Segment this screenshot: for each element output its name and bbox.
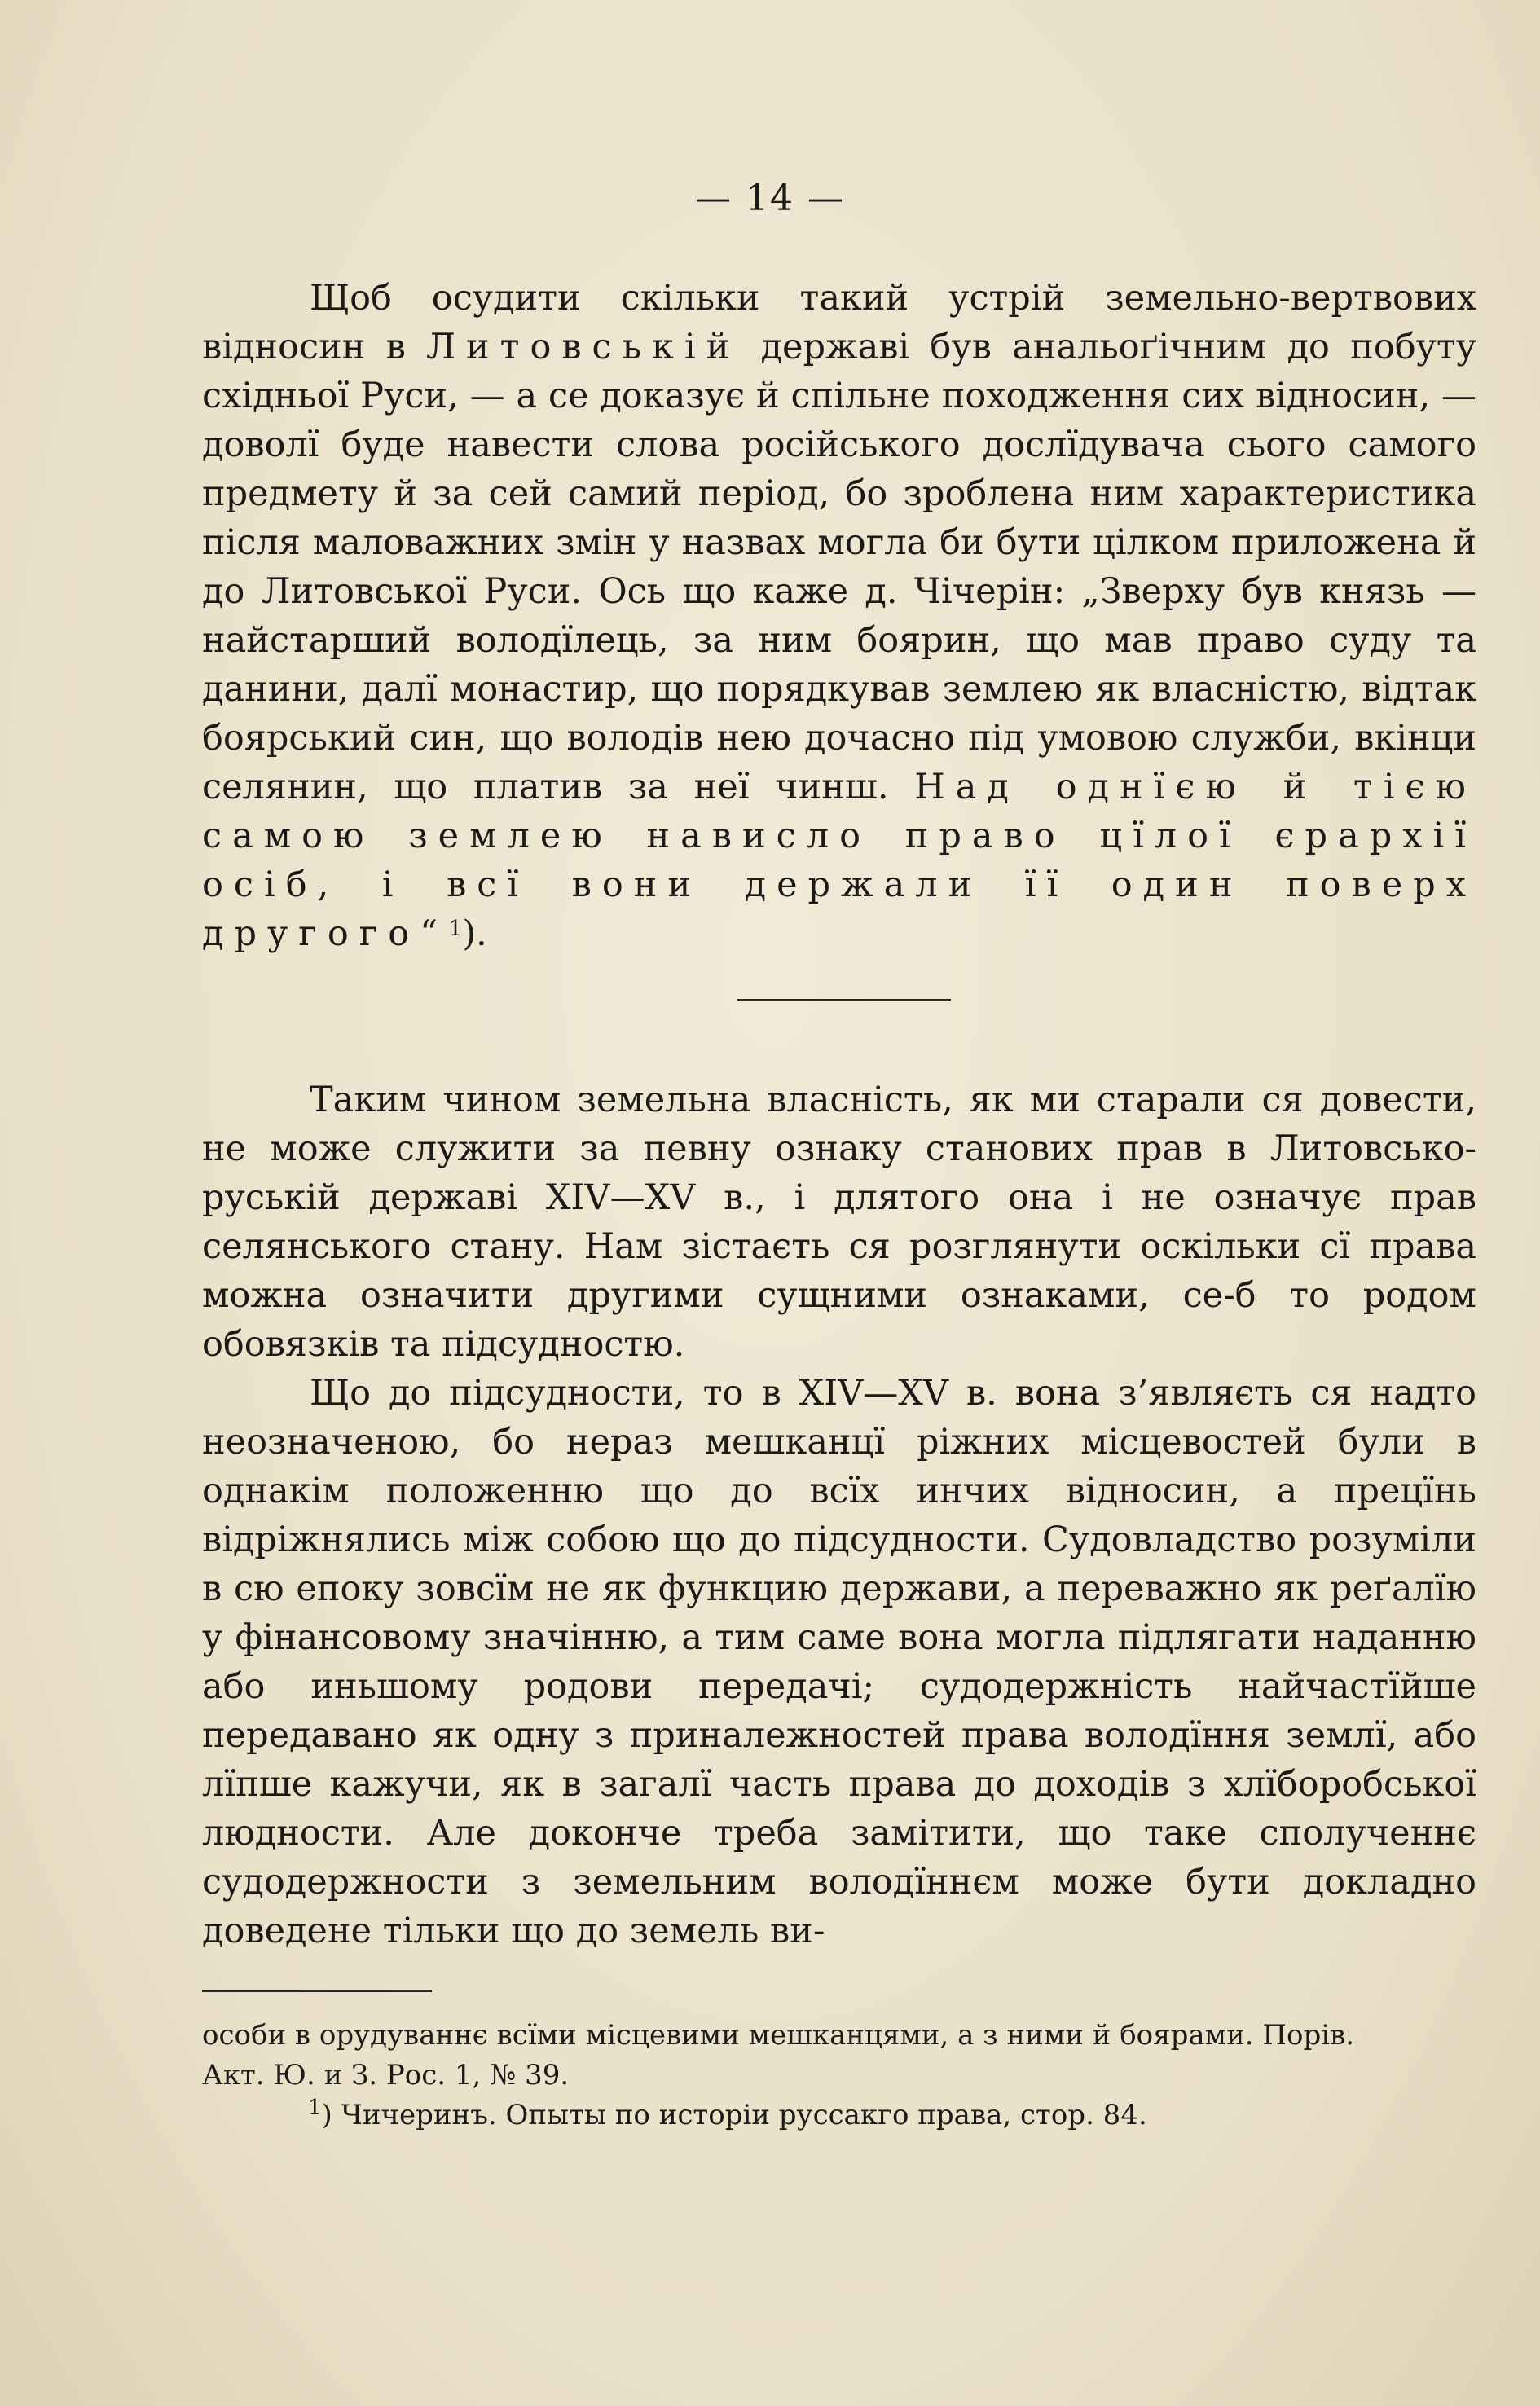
paragraph: [202, 274, 1476, 958]
footnotes: [202, 2016, 1476, 2135]
quote-close: “: [420, 913, 449, 954]
text-run: Щоб осудити скільки такий устрій земельно-вертвових відносин в: [202, 278, 1476, 367]
paragraph: Таким чином земельна власність, як ми старали ся довести, не може служити за певну ознаку станових прав в Литовсько-руській державі XIV—XV в., і длятого она і не означує прав селянського стану. Нам зістаєть ся розглянути оскільки сї права можна означити другими сущними ознаками, се-б то родом обовязків та підсудностю.: [202, 1080, 1476, 1365]
page-number: — 14 —: [695, 178, 845, 219]
footnote-text: ) Чичеринъ. Опыты по исторіи руссакго права, стор. 84.: [321, 2099, 1147, 2131]
text-run: державі був анальоґічним до побуту східньої Руси, — а се доказує й спільне походження сих відносин, — доволї буде навести слова російського дослїдувача сього самого предмету й за сей самий період, бо зроблена ним характеристика після маловажних змін у назвах могла би бути цілком приложена й до Литовської Руси. Ось що каже д. Чічерін: „Зверху був князь — найстарший володїлець, за ним боярин, що мав право суду та данини, далї монастир, що порядкував землею як власністю, відтак боярський син, що володів нею дочасно під умовою служби, вкінци селянин, що платив за неї чинш.: [202, 327, 1477, 807]
spaced-text-run: Литовській: [426, 327, 741, 367]
paragraph: Що до підсудности, то в XIV—XV в. вона з’являєть ся надто неозначеною, бо нераз мешканцї ріжних місцевостей були в однакім положенню що до всїх инчих відносин, а прецїнь відріжнялись між собою що до підсудности. Судовладство розуміли в сю епоку зовсїм не як функцию держави, а переважно як реґалїю у фінансовому значінню, а тим саме вона могла підлягати наданню або иньшому родови передачі; судодержність найчастїйше передавано як одну з приналежностей права володїння землї, або лїпше кажучи, як в загалї часть права до доходів з хлїборобської людности. Але доконче треба замітити, що таке сполученнє судодержности з земельним володїннєм може бути докладно доведене тільки що до земель ви-: [202, 1373, 1476, 1951]
footnote-rule: [202, 1990, 432, 1992]
text-run: ).: [462, 913, 487, 954]
footnote-continuation: Акт. Ю. и З. Рос. 1, № 39.: [202, 2059, 570, 2092]
paragraph-block-bottom: [202, 1075, 1476, 1955]
spaced-quotation: Над однїєю й тією самою землею нависло право цїлої єрархії осіб, і всї вони держали її один поверх другого: [202, 767, 1476, 954]
footnote-marker: 1: [448, 917, 463, 941]
footnote-continuation: особи в орудуваннє всїми місцевими мешканцями, а з ними й боярами. Порів.: [202, 2019, 1355, 2052]
footnote: [202, 2096, 1476, 2135]
paragraph-block-top: [202, 274, 1476, 958]
footnote-number: 1: [308, 2096, 322, 2120]
section-separator: [737, 999, 951, 1001]
